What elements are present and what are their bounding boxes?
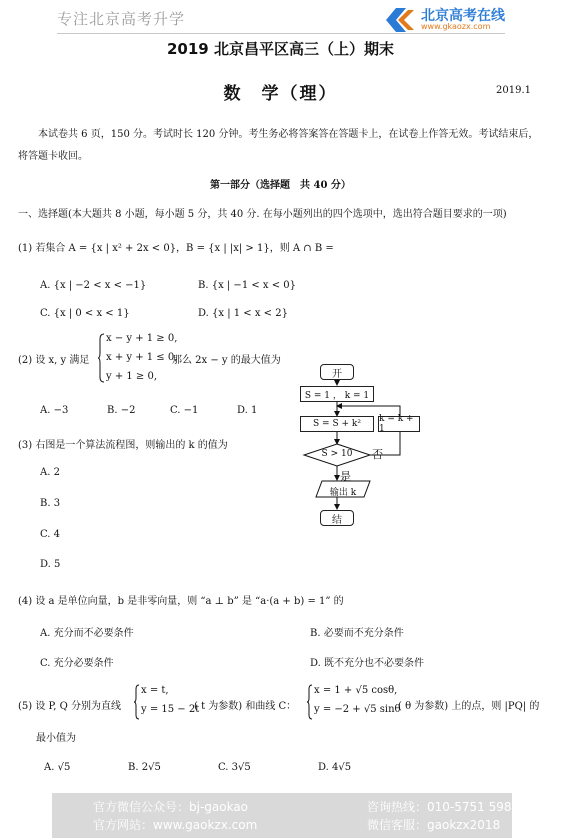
- flowchart-update-s: S = S + k²: [300, 416, 374, 432]
- logo-url: www.gkaozx.com: [421, 22, 491, 31]
- q2-option-a: A. −3: [40, 405, 69, 416]
- q5-continuation: 最小值为: [36, 733, 76, 744]
- q2-option-b: B. −2: [107, 405, 136, 416]
- exam-date: 2019.1: [496, 85, 531, 96]
- q2-brace: [97, 333, 105, 383]
- footer-website: 官方网站：www.gaokzx.com: [93, 818, 258, 832]
- q4-option-a: A. 充分而不必要条件: [40, 628, 134, 639]
- q5-prefix: (5) 设 P, Q 分别为直线: [18, 701, 121, 712]
- q5-option-a: A. √5: [44, 762, 71, 773]
- flowchart-yes-label: 是: [340, 470, 351, 483]
- q4-option-c: C. 充分必要条件: [40, 658, 114, 669]
- instructions: 本试卷共 6 页，150 分。考试时长 120 分钟。考生务必将答案答在答题卡上，在试卷上作答无效。考试结束后，将答题卡收回。: [18, 129, 539, 162]
- q2-condition-2: x + y + 1 ≤ 0,: [106, 352, 178, 363]
- flowchart-init: S = 1 ， k = 1: [300, 386, 374, 402]
- q5-middle: ( t 为参数) 和曲线 C：: [194, 701, 297, 712]
- logo-icon: [382, 6, 416, 34]
- q5-curve-eq-2: y = −2 + √5 sinθ: [314, 704, 401, 715]
- q3-option-b: B. 3: [40, 498, 61, 509]
- flowchart-condition: S > 10: [321, 449, 353, 459]
- q2-prefix: (2) 设 x, y 满足: [18, 355, 90, 366]
- q4-stem: (4) 设 a 是单位向量，b 是非零向量，则 “a ⊥ b” 是 “a·(a + b) = 1” 的: [18, 596, 344, 607]
- q3-stem: (3) 右图是一个算法流程图，则输出的 k 的值为: [18, 440, 228, 451]
- footer-wechat: 官方微信公众号：bj-gaokao: [93, 800, 249, 814]
- q4-option-d: D. 既不充分也不必要条件: [310, 658, 425, 669]
- q1-option-c: C. {x | 0 < x < 1}: [40, 308, 130, 319]
- q1-option-d: D. {x | 1 < x < 2}: [198, 308, 288, 319]
- q5-option-d: D. 4√5: [318, 762, 352, 773]
- q2-condition-1: x − y + 1 ≥ 0,: [106, 333, 178, 344]
- q1-option-b: B. {x | −1 < x < 0}: [198, 280, 297, 291]
- q5-suffix: ( θ 为参数) 上的点，则 |PQ| 的: [398, 701, 540, 712]
- q5-line-brace: [133, 684, 140, 720]
- flowchart-no-label: 否: [372, 448, 383, 461]
- flowchart-output: 输出 k: [329, 488, 357, 498]
- part1-intro: 一、选择题(本大题共 8 小题，每小题 5 分，共 40 分. 在每小题列出的四个选项中，选出符合题目要求的一项): [18, 209, 507, 220]
- q5-option-b: B. 2√5: [128, 762, 161, 773]
- q2-option-c: C. −1: [170, 405, 199, 416]
- q1-stem: (1) 若集合 A = {x | x² + 2x < 0}，B = {x | |x| > 1}，则 A ∩ B =: [18, 243, 334, 254]
- flowchart-end: 结: [320, 510, 354, 526]
- section-title: 第一部分（选择题 共 40 分）: [210, 180, 351, 191]
- q5-curve-brace: [306, 684, 313, 720]
- logo-name: 北京高考在线: [421, 8, 505, 24]
- q2-condition-3: y + 1 ≥ 0,: [106, 371, 158, 382]
- header-left-text: 专注北京高考升学: [57, 10, 186, 28]
- footer-hotline: 咨询热线：010-5751 5980: [367, 800, 520, 814]
- q3-option-d: D. 5: [40, 559, 61, 570]
- q3-option-c: C. 4: [40, 529, 61, 540]
- q5-curve-eq-1: x = 1 + √5 cosθ,: [314, 685, 398, 696]
- q1-option-a: A. {x | −2 < x < −1}: [40, 280, 147, 291]
- header-divider: [57, 33, 505, 34]
- q5-line-eq-2: y = 15 − 2t: [141, 704, 200, 715]
- q3-option-a: A. 2: [40, 467, 60, 478]
- q5-line-eq-1: x = t,: [141, 685, 169, 696]
- q2-suffix: 那么 2x − y 的最大值为: [172, 355, 281, 366]
- q4-option-b: B. 必要而不充分条件: [310, 628, 404, 639]
- q5-option-c: C. 3√5: [218, 762, 251, 773]
- exam-subject: 数 学（理）: [223, 84, 338, 104]
- flowchart-update-k: k = k + 1: [378, 416, 420, 432]
- footer-service: 微信客服：gaokzx2018: [367, 818, 501, 832]
- flowchart-start: 开: [320, 364, 354, 380]
- q2-option-d: D. 1: [237, 405, 258, 416]
- exam-title: 2019 北京昌平区高三（上）期末: [167, 40, 394, 58]
